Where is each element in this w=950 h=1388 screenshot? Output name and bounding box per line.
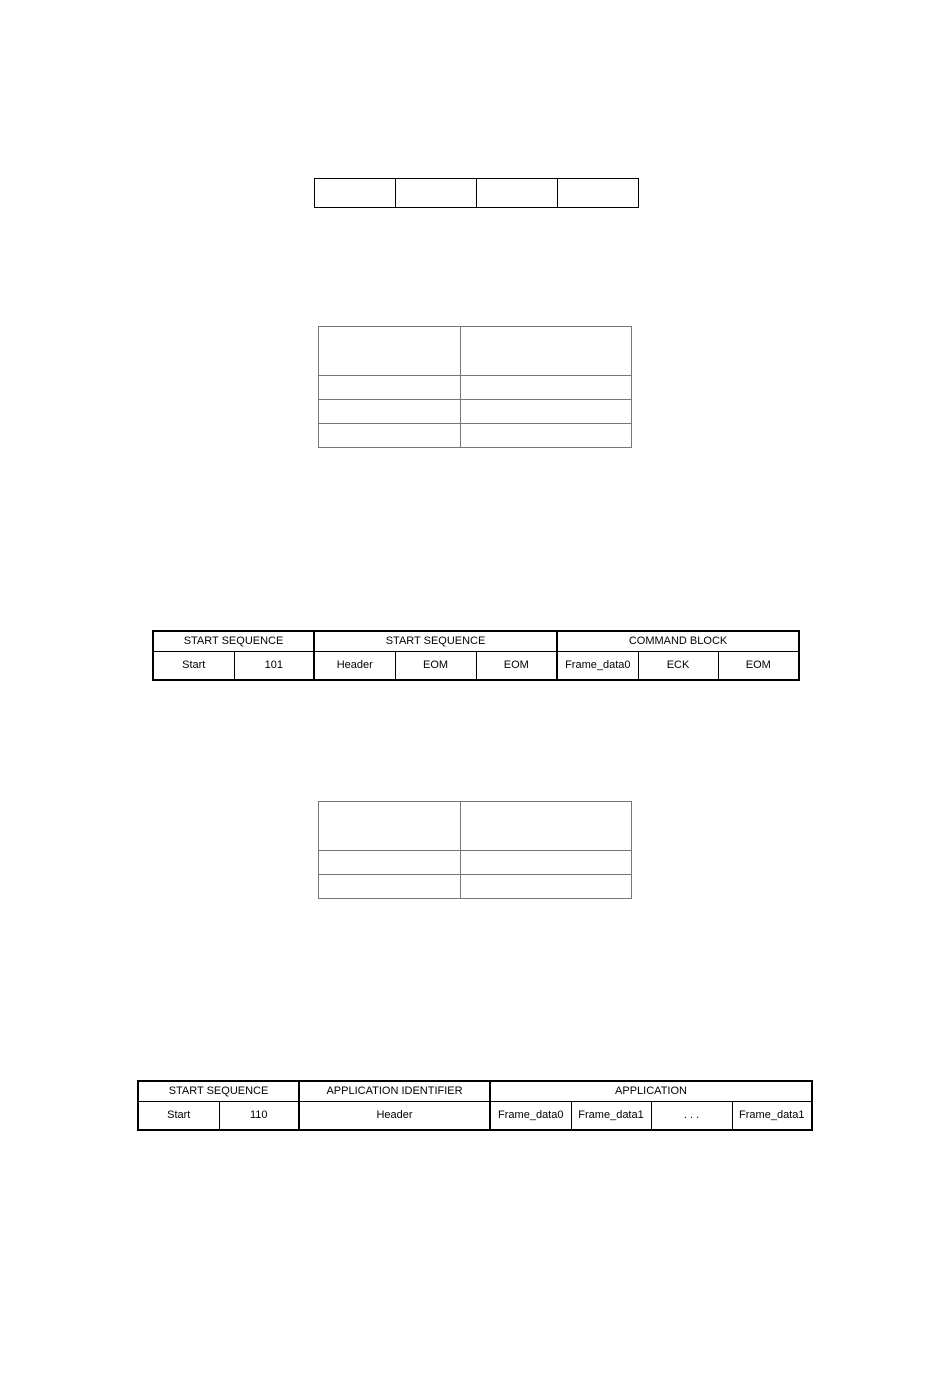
frame-cell: 101 (234, 652, 314, 681)
frame-cell: Frame_data0 (557, 652, 638, 681)
table-cell (477, 179, 558, 208)
frame-cell: ECK (638, 652, 718, 681)
frame-cell: Header (314, 652, 395, 681)
frame-cell: Frame_data1 (571, 1102, 651, 1131)
table-cell (461, 851, 632, 875)
group-header-start-sequence: START SEQUENCE (138, 1081, 299, 1102)
table-cell (319, 424, 461, 448)
table-cell (461, 875, 632, 899)
frame-cell: Header (299, 1102, 490, 1131)
table-cell (319, 875, 461, 899)
frame-cell: Frame_data0 (490, 1102, 571, 1131)
group-header-start-sequence-2: START SEQUENCE (314, 631, 557, 652)
frame-cell: EOM (718, 652, 799, 681)
frame-cell: Start (153, 652, 234, 681)
table-cell (461, 424, 632, 448)
group-header-start-sequence: START SEQUENCE (153, 631, 314, 652)
frame-cell: EOM (476, 652, 557, 681)
group-header-command-block: COMMAND BLOCK (557, 631, 799, 652)
table-cell (461, 376, 632, 400)
empty-four-cell-table (314, 178, 639, 208)
table-header-cell (461, 802, 632, 851)
empty-grid-table-1 (318, 326, 632, 448)
command-frame-table (152, 630, 800, 681)
table-header-cell (461, 327, 632, 376)
group-header-application: APPLICATION (490, 1081, 812, 1102)
frame-cell: 110 (219, 1102, 299, 1131)
table-cell (319, 376, 461, 400)
table-cell (315, 179, 396, 208)
table-cell (461, 400, 632, 424)
table-cell (396, 179, 477, 208)
table-cell (319, 400, 461, 424)
frame-cell: Start (138, 1102, 219, 1131)
application-frame-table (137, 1080, 813, 1131)
frame-cell: Frame_data1 (732, 1102, 812, 1131)
table-header-cell (319, 802, 461, 851)
frame-cell: . . . (651, 1102, 732, 1131)
table-header-cell (319, 327, 461, 376)
table-cell (558, 179, 639, 208)
empty-grid-table-2 (318, 801, 632, 899)
group-header-application-identifier: APPLICATION IDENTIFIER (299, 1081, 490, 1102)
table-cell (319, 851, 461, 875)
frame-cell: EOM (395, 652, 476, 681)
